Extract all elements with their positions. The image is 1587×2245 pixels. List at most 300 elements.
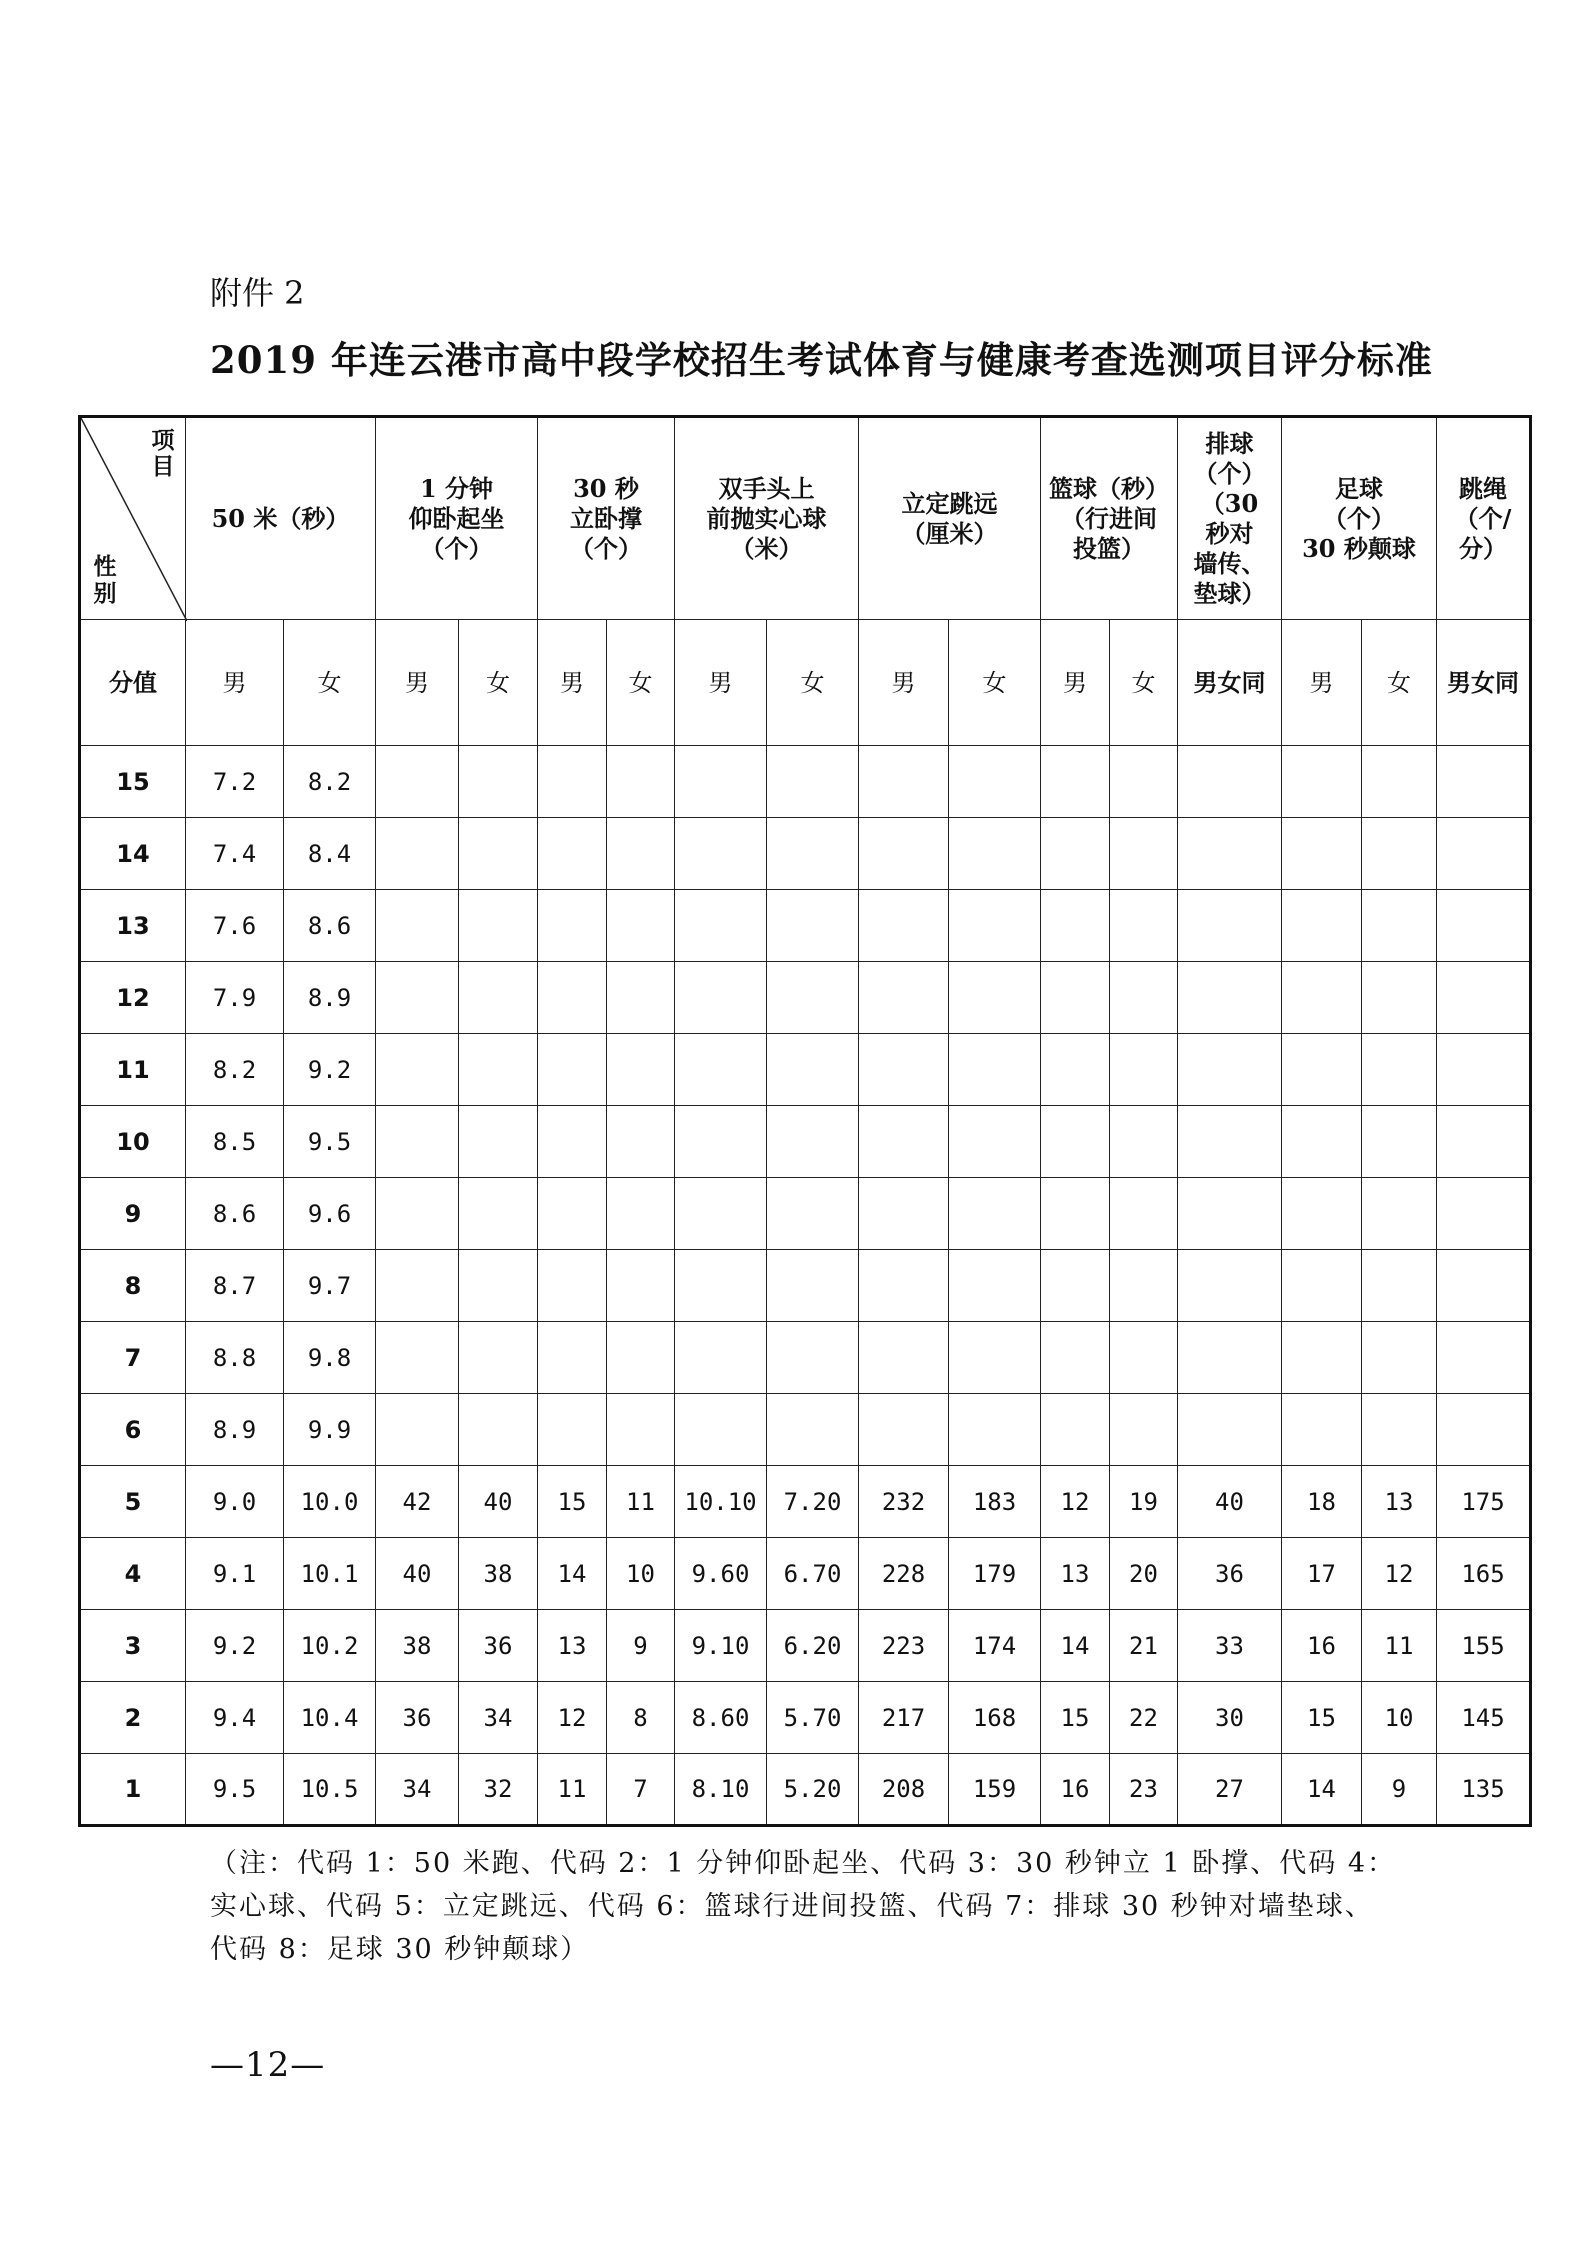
value-cell: 14 — [538, 1538, 607, 1610]
value-cell: 165 — [1437, 1538, 1531, 1610]
value-cell: 16 — [1041, 1754, 1110, 1826]
header-line: 墙传、 — [1193, 548, 1266, 578]
value-cell: 8.9 — [186, 1394, 284, 1466]
value-cell — [1041, 746, 1110, 818]
table-row — [80, 1106, 1531, 1178]
value-cell — [675, 1322, 767, 1394]
value-cell: 8.60 — [675, 1682, 767, 1754]
value-cell: 40 — [459, 1466, 538, 1538]
value-cell — [859, 1178, 949, 1250]
value-cell: 183 — [949, 1466, 1041, 1538]
value-cell: 208 — [859, 1754, 949, 1826]
corner-cell — [80, 417, 186, 620]
value-cell — [675, 890, 767, 962]
value-cell: 9.0 — [186, 1466, 284, 1538]
value-cell: 6.70 — [767, 1538, 859, 1610]
value-cell: 12 — [1041, 1466, 1110, 1538]
header-line: 投篮） — [1073, 533, 1145, 563]
value-cell: 36 — [459, 1610, 538, 1682]
column-header — [1282, 417, 1437, 620]
value-cell: 27 — [1178, 1754, 1282, 1826]
value-cell — [1282, 962, 1362, 1034]
gender-label: 女 — [767, 620, 859, 746]
corner-top-label: 项目 — [151, 427, 175, 481]
value-cell: 10.5 — [284, 1754, 376, 1826]
value-cell: 10.0 — [284, 1466, 376, 1538]
value-cell — [1437, 1250, 1531, 1322]
value-cell — [949, 1178, 1041, 1250]
value-cell: 32 — [459, 1754, 538, 1826]
value-cell: 38 — [376, 1610, 459, 1682]
value-cell: 5.20 — [767, 1754, 859, 1826]
header-line: 1 分钟 — [419, 473, 494, 503]
value-cell: 9.2 — [186, 1610, 284, 1682]
value-cell: 23 — [1110, 1754, 1178, 1826]
value-cell — [1178, 962, 1282, 1034]
value-cell — [1362, 1034, 1437, 1106]
value-cell — [949, 1034, 1041, 1106]
value-cell: 15 — [1041, 1682, 1110, 1754]
value-cell: 40 — [1178, 1466, 1282, 1538]
table-row — [80, 1538, 1531, 1610]
score-cell: 7 — [80, 1322, 186, 1394]
value-cell — [1110, 1322, 1178, 1394]
value-cell — [376, 1322, 459, 1394]
value-cell — [459, 890, 538, 962]
value-cell — [376, 1250, 459, 1322]
score-cell: 6 — [80, 1394, 186, 1466]
gender-label: 男 — [859, 620, 949, 746]
score-cell: 9 — [80, 1178, 186, 1250]
header-line: 前抛实心球 — [706, 503, 827, 533]
table-row — [80, 1754, 1531, 1826]
value-cell — [607, 1250, 675, 1322]
value-cell — [675, 1106, 767, 1178]
value-cell: 10.10 — [675, 1466, 767, 1538]
value-cell — [376, 962, 459, 1034]
header-line: 30 秒 — [573, 473, 639, 503]
value-cell: 7.4 — [186, 818, 284, 890]
column-header — [1041, 417, 1178, 620]
table-row — [80, 962, 1531, 1034]
value-cell: 8.8 — [186, 1322, 284, 1394]
value-cell — [1362, 1394, 1437, 1466]
value-cell: 40 — [376, 1538, 459, 1610]
value-cell: 7 — [607, 1754, 675, 1826]
value-cell: 6.20 — [767, 1610, 859, 1682]
value-cell — [1362, 962, 1437, 1034]
value-cell — [1041, 1106, 1110, 1178]
value-cell — [538, 746, 607, 818]
value-cell: 228 — [859, 1538, 949, 1610]
value-cell — [949, 1322, 1041, 1394]
value-cell — [607, 746, 675, 818]
value-cell — [675, 1250, 767, 1322]
column-header — [1437, 417, 1531, 620]
value-cell — [607, 1034, 675, 1106]
value-cell — [1041, 1322, 1110, 1394]
header-line: （30 — [1200, 488, 1259, 518]
table-row — [80, 1682, 1531, 1754]
value-cell: 8 — [607, 1682, 675, 1754]
value-cell — [376, 1106, 459, 1178]
value-cell — [459, 1250, 538, 1322]
table-row — [80, 1322, 1531, 1394]
value-cell — [675, 1394, 767, 1466]
value-cell — [607, 890, 675, 962]
header-line: （行进间 — [1061, 503, 1157, 533]
header-line: （米） — [730, 533, 803, 563]
value-cell — [859, 962, 949, 1034]
value-cell — [1437, 890, 1531, 962]
value-cell — [949, 962, 1041, 1034]
value-cell — [376, 818, 459, 890]
value-cell — [459, 1106, 538, 1178]
value-cell — [859, 1034, 949, 1106]
value-cell: 14 — [1041, 1610, 1110, 1682]
value-cell — [767, 1106, 859, 1178]
gender-label: 男 — [1282, 620, 1362, 746]
value-cell — [767, 746, 859, 818]
value-cell — [376, 890, 459, 962]
value-cell: 9.6 — [284, 1178, 376, 1250]
value-cell: 22 — [1110, 1682, 1178, 1754]
value-cell — [767, 1178, 859, 1250]
gender-label: 女 — [949, 620, 1041, 746]
value-cell — [376, 746, 459, 818]
score-cell: 15 — [80, 746, 186, 818]
header-line: （个/ — [1454, 503, 1512, 533]
table-row — [80, 1034, 1531, 1106]
value-cell — [1437, 1394, 1531, 1466]
value-cell — [949, 890, 1041, 962]
value-cell: 12 — [538, 1682, 607, 1754]
gender-label: 男女同 — [1178, 620, 1282, 746]
value-cell: 8.4 — [284, 818, 376, 890]
value-cell — [1041, 1178, 1110, 1250]
value-cell — [859, 1394, 949, 1466]
value-cell: 10.2 — [284, 1610, 376, 1682]
value-cell: 9 — [1362, 1754, 1437, 1826]
value-cell: 135 — [1437, 1754, 1531, 1826]
value-cell — [1437, 1322, 1531, 1394]
value-cell — [1282, 890, 1362, 962]
value-cell: 9.2 — [284, 1034, 376, 1106]
value-cell — [675, 1178, 767, 1250]
value-cell: 14 — [1282, 1754, 1362, 1826]
value-cell: 8.9 — [284, 962, 376, 1034]
table-row — [80, 1394, 1531, 1466]
value-cell — [1178, 890, 1282, 962]
value-cell: 16 — [1282, 1610, 1362, 1682]
value-cell — [1437, 1034, 1531, 1106]
table-row — [80, 1250, 1531, 1322]
column-header — [186, 417, 376, 620]
header-line: 仰卧起坐 — [408, 503, 505, 533]
value-cell: 9.5 — [186, 1754, 284, 1826]
table-row — [80, 1610, 1531, 1682]
value-cell — [949, 1250, 1041, 1322]
value-cell: 7.20 — [767, 1466, 859, 1538]
header-line: 双手头上 — [718, 473, 815, 503]
value-cell: 9.5 — [284, 1106, 376, 1178]
column-header — [675, 417, 859, 620]
value-cell: 34 — [459, 1682, 538, 1754]
value-cell — [538, 1178, 607, 1250]
value-cell — [459, 1178, 538, 1250]
value-cell — [1437, 1178, 1531, 1250]
value-cell: 15 — [538, 1466, 607, 1538]
value-cell — [1362, 818, 1437, 890]
value-cell — [1282, 1106, 1362, 1178]
value-cell — [675, 746, 767, 818]
header-line: （个） — [570, 533, 642, 563]
header-line: 分） — [1459, 533, 1507, 563]
value-cell — [459, 962, 538, 1034]
value-cell — [1110, 962, 1178, 1034]
gender-label: 女 — [284, 620, 376, 746]
score-cell: 1 — [80, 1754, 186, 1826]
gender-label: 男 — [376, 620, 459, 746]
value-cell — [607, 818, 675, 890]
value-cell: 20 — [1110, 1538, 1178, 1610]
header-line: （个） — [1193, 458, 1266, 488]
value-cell: 38 — [459, 1538, 538, 1610]
value-cell — [1362, 1178, 1437, 1250]
value-cell — [459, 1322, 538, 1394]
header-line: 跳绳 — [1459, 473, 1507, 503]
value-cell: 8.6 — [284, 890, 376, 962]
value-cell — [538, 890, 607, 962]
value-cell: 145 — [1437, 1682, 1531, 1754]
value-cell — [459, 1034, 538, 1106]
value-cell — [459, 1394, 538, 1466]
footnote: （注：代码 1：50 米跑、代码 2：1 分钟仰卧起坐、代码 3：30 秒钟立 1 卧撑、代码 4：实心球、代码 5：立定跳远、代码 6：篮球行进间投篮、代码 7：排球 30 秒钟对墙垫球、代码 8：足球 30 秒钟颠球） — [210, 1848, 1397, 1966]
value-cell — [767, 1250, 859, 1322]
value-cell — [459, 818, 538, 890]
value-cell — [1110, 746, 1178, 818]
value-cell — [1282, 1394, 1362, 1466]
value-cell: 175 — [1437, 1466, 1531, 1538]
value-cell — [859, 746, 949, 818]
value-cell: 10 — [1362, 1682, 1437, 1754]
value-cell — [1362, 890, 1437, 962]
value-cell — [538, 1034, 607, 1106]
value-cell — [1110, 890, 1178, 962]
value-cell — [538, 962, 607, 1034]
value-cell: 30 — [1178, 1682, 1282, 1754]
value-cell — [376, 1034, 459, 1106]
value-cell — [1110, 1034, 1178, 1106]
value-cell — [675, 818, 767, 890]
value-cell — [1178, 1178, 1282, 1250]
value-cell — [1282, 746, 1362, 818]
value-cell: 5.70 — [767, 1682, 859, 1754]
table-row — [80, 746, 1531, 818]
score-cell: 11 — [80, 1034, 186, 1106]
value-cell — [859, 1106, 949, 1178]
header-row — [80, 417, 1531, 620]
value-cell: 9.9 — [284, 1394, 376, 1466]
value-cell: 174 — [949, 1610, 1041, 1682]
header-line: （个） — [1323, 503, 1395, 533]
value-cell — [538, 818, 607, 890]
score-cell: 3 — [80, 1610, 186, 1682]
value-cell: 217 — [859, 1682, 949, 1754]
value-cell — [538, 1250, 607, 1322]
value-cell — [459, 746, 538, 818]
value-cell — [767, 962, 859, 1034]
value-cell: 9.60 — [675, 1538, 767, 1610]
value-cell: 11 — [538, 1754, 607, 1826]
score-cell: 10 — [80, 1106, 186, 1178]
value-cell — [607, 1106, 675, 1178]
value-cell — [1178, 1250, 1282, 1322]
score-cell: 12 — [80, 962, 186, 1034]
header-line: 30 秒颠球 — [1302, 533, 1416, 563]
header-line: 足球 — [1335, 473, 1383, 503]
value-cell — [538, 1322, 607, 1394]
header-line: 50 米（秒） — [211, 503, 350, 533]
value-cell — [1041, 1034, 1110, 1106]
header-line: 排球 — [1205, 428, 1254, 458]
value-cell — [1362, 1106, 1437, 1178]
value-cell — [1041, 1250, 1110, 1322]
value-cell — [1178, 746, 1282, 818]
value-cell: 223 — [859, 1610, 949, 1682]
value-cell: 7.2 — [186, 746, 284, 818]
table-row — [80, 818, 1531, 890]
value-cell — [1362, 1250, 1437, 1322]
value-cell: 9.4 — [186, 1682, 284, 1754]
value-cell — [1110, 1106, 1178, 1178]
gender-label: 男女同 — [1437, 620, 1531, 746]
value-cell — [1110, 1178, 1178, 1250]
scoring-table — [78, 415, 1532, 1827]
value-cell: 179 — [949, 1538, 1041, 1610]
value-cell — [859, 890, 949, 962]
gender-label: 女 — [459, 620, 538, 746]
score-cell: 14 — [80, 818, 186, 890]
value-cell — [767, 1034, 859, 1106]
gender-label: 男 — [538, 620, 607, 746]
header-line: （个） — [420, 533, 493, 563]
column-header — [1178, 417, 1282, 620]
column-header — [376, 417, 538, 620]
value-cell — [1110, 1394, 1178, 1466]
gender-label: 女 — [607, 620, 675, 746]
value-cell — [767, 818, 859, 890]
value-cell — [1178, 1106, 1282, 1178]
value-cell: 19 — [1110, 1466, 1178, 1538]
value-cell — [1178, 1034, 1282, 1106]
value-cell — [767, 1394, 859, 1466]
score-label: 分值 — [80, 620, 186, 746]
value-cell: 42 — [376, 1466, 459, 1538]
header-line: 垫球） — [1193, 578, 1266, 608]
value-cell — [949, 746, 1041, 818]
value-cell — [1437, 962, 1531, 1034]
value-cell: 159 — [949, 1754, 1041, 1826]
value-cell — [376, 1178, 459, 1250]
gender-label: 男 — [186, 620, 284, 746]
value-cell: 34 — [376, 1754, 459, 1826]
value-cell: 9 — [607, 1610, 675, 1682]
value-cell — [1178, 1394, 1282, 1466]
table-row — [80, 890, 1531, 962]
value-cell: 18 — [1282, 1466, 1362, 1538]
value-cell — [859, 1250, 949, 1322]
value-cell — [1041, 818, 1110, 890]
score-cell: 8 — [80, 1250, 186, 1322]
value-cell: 11 — [1362, 1610, 1437, 1682]
value-cell — [607, 1394, 675, 1466]
value-cell — [767, 1322, 859, 1394]
value-cell — [1282, 1034, 1362, 1106]
value-cell — [1362, 1322, 1437, 1394]
value-cell — [607, 1322, 675, 1394]
value-cell — [859, 1322, 949, 1394]
value-cell: 7.6 — [186, 890, 284, 962]
value-cell: 9.7 — [284, 1250, 376, 1322]
value-cell — [859, 818, 949, 890]
header-line: 篮球（秒） — [1049, 473, 1169, 503]
value-cell: 11 — [607, 1466, 675, 1538]
value-cell — [949, 1106, 1041, 1178]
value-cell: 13 — [1362, 1466, 1437, 1538]
value-cell: 8.6 — [186, 1178, 284, 1250]
value-cell: 232 — [859, 1466, 949, 1538]
gender-label: 女 — [1362, 620, 1437, 746]
value-cell — [1282, 1178, 1362, 1250]
gender-label: 男 — [1041, 620, 1110, 746]
value-cell — [1178, 1322, 1282, 1394]
table-row — [80, 1178, 1531, 1250]
value-cell: 15 — [1282, 1682, 1362, 1754]
score-cell: 4 — [80, 1538, 186, 1610]
value-cell — [1041, 962, 1110, 1034]
value-cell — [1437, 818, 1531, 890]
gender-row — [80, 620, 1531, 746]
value-cell: 33 — [1178, 1610, 1282, 1682]
value-cell: 13 — [1041, 1538, 1110, 1610]
value-cell — [949, 1394, 1041, 1466]
annex-label: 附件 2 — [210, 274, 305, 312]
value-cell — [1437, 1106, 1531, 1178]
value-cell — [607, 1178, 675, 1250]
value-cell: 10.1 — [284, 1538, 376, 1610]
value-cell — [767, 890, 859, 962]
value-cell — [1282, 818, 1362, 890]
header-line: 立定跳远 — [901, 488, 998, 518]
score-cell: 13 — [80, 890, 186, 962]
page-number: —12— — [210, 2045, 326, 2085]
value-cell — [376, 1394, 459, 1466]
header-line: 秒对 — [1205, 518, 1254, 548]
column-header — [859, 417, 1041, 620]
value-cell: 155 — [1437, 1610, 1531, 1682]
gender-label: 女 — [1110, 620, 1178, 746]
value-cell — [1282, 1322, 1362, 1394]
value-cell — [607, 962, 675, 1034]
value-cell: 8.7 — [186, 1250, 284, 1322]
value-cell: 7.9 — [186, 962, 284, 1034]
gender-label: 男 — [675, 620, 767, 746]
score-cell: 5 — [80, 1466, 186, 1538]
value-cell: 10.4 — [284, 1682, 376, 1754]
value-cell — [675, 1034, 767, 1106]
value-cell: 10 — [607, 1538, 675, 1610]
